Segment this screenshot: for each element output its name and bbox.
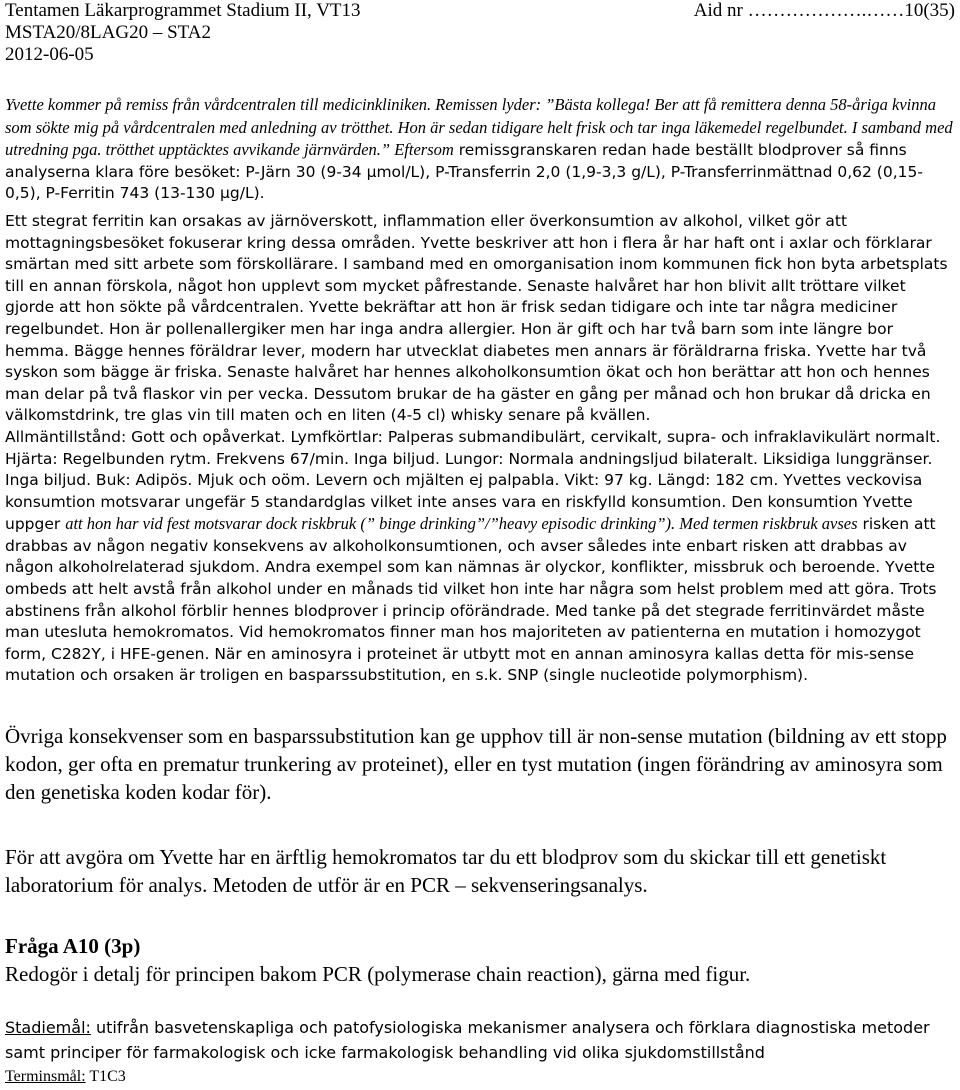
mutation-paragraph: Övriga konsekvenser som en basparssubstitution kan ge upphov till är non-sense mutation (bildning av ett stopp kodon, ger ofta en prematur trunkering av proteinet), eller en tyst mutation (ingen förändring av aminosyra som den genetiska koden kodar för). [5,724,947,804]
case-paragraph-1 [5,94,955,205]
learning-objectives [5,1016,960,1089]
question-block [5,932,955,988]
page-header [5,0,955,66]
terminsmal-label: Terminsmål: [5,1068,86,1085]
header-row-1 [5,0,955,22]
pcr-paragraph: För att avgöra om Yvette har en ärftlig hemokromatos tar du ett blodprov som du skickar till ett genetiskt laboratorium för analys. Metoden de utför är en PCR – sekvenseringsanalys. [5,845,887,897]
exam-title: Tentamen Läkarprogrammet Stadium II, VT13 [5,0,361,21]
question-text: Redogör i detalj för principen bakom PCR (polymerase chain reaction), gärna med figur. [5,962,751,986]
referral-text: Yvette kommer på remiss från vårdcentralen till medicinkliniken. Remissen lyder: ”Bästa kollega! Ber att få remittera denna 58-åriga kvinna som sökte mig på vårdcentralen med anledning av trötthet. Hon är sedan tidigare helt frisk och tar inga läkemedel regelbundet. I samband med utredning pga. trötthet upptäcktes avvikande järnvärden.” Eftersom [5,95,953,160]
exam-findings-text: Allmäntillstånd: Gott och opåverkat. Lymfkörtlar: Palperas submandibulärt, cervikalt, supra- och infraklavikulärt normalt. Hjärta: Regelbunden rytm. Frekvens 67/min. Inga biljud. Lungor: Normala andningsljud bilateralt. Liksidiga lunggränser. Inga biljud. Buk: Adipös. Mjuk och oöm. Levern och mjälten ej palpabla. Vikt: 97 kg. Längd: 182 cm. Yvettes veckovisa konsumtion motsvarar ungefär 5 standardglas vilket inte anses vara en riskfylld konsumtion. Den konsumtion Yvette uppger [5,427,941,534]
question-title: Fråga A10 (3p) [5,934,141,958]
stadiemal-label: Stadiemål: [5,1018,91,1037]
case-paragraph-3 [5,427,955,687]
hemochromatosis-text: risken att drabbas av någon negativ konsekvens av alkoholkonsumtionen, och avser således inte enbart risken att drabbas av någon alkoholrelaterad sjukdom. Andra exempel som kan nämnas är olyckor, konflikter, missbruk och beroende. Yvette ombeds att helt avstå från alkohol under en månads tid vilket hon inte har några som helst problem med att göra. Trots abstinens från alkohol förblir hennes blodprover i princip oförändrade. Med tanke på det stegrade ferritinvärdet måste man utesluta hemokromatos. Vid hemokromatos finner man hos majoriteten av patienterna en mutation i homozygot form, C282Y, i HFE-genen. När en aminosyra i proteinet är utbytt mot en annan aminosyra kallas detta för mis-sense mutation och orsaken är troligen en basparssubstitution, en s.k. SNP (single nucleotide polymorphism). [5,515,937,685]
exam-date: 2012-06-05 [5,44,94,65]
case-paragraph-2 [5,211,955,427]
terminsmal-text: T1C3 [85,1068,126,1085]
history-text: Ett stegrat ferritin kan orsakas av järnöverskott, inflammation eller överkonsumtion av alkohol, vilket gör att mottagningsbesöket fokuserar kring dessa områden. Yvette beskriver att hon i flera år har haft ont i axlar och förklarar smärtan med sitt arbete som förskollärare. I samband med en omorganisation inom kommunen fick hon byta arbetsplats till en annan förskola, något hon upplevt som mycket påfrestande. Senaste halvåret har hon blivit allt tröttare vilket gjorde att hon sökte på vårdcentralen. Yvette bekräftar att hon är frisk sedan tidigare och inte tar några mediciner regelbundet. Hon är pollenallergiker men har inga andra allergier. Hon är gift och har två barn som inte längre bor hemma. Bägge hennes föräldrar lever, modern har utvecklat diabetes men annars är föräldrarna friska. Yvette har två syskon som bägge är friska. Senaste halvåret har hennes alkoholkonsumtion ökat och hon berättar att hon och hennes man delar på två flaskor vin per vecka. Dessutom brukar de ha gäster en gång per månad och hon brukar då dricka en välkomstdrink, tre glas vin till maten och en liten (4-5 cl) whisky senare på kvällen. [5,211,948,425]
course-code: MSTA20/8LAG20 – STA2 [5,22,211,43]
aid-number: Aid nr ……………….……10(35) [693,0,955,21]
binge-text: att hon har vid fest motsvarar dock riskbruk (” binge drinking”/”heavy episodic drinking”). Med termen riskbruk avses [65,514,858,534]
case-text [5,94,955,687]
stadiemal-text: utifrån basvetenskapliga och patofysiologiska mekanismer analysera och förklara diagnostiska metoder samt principer för farmakologisk och icke farmakologisk behandling vid olika sjukdomstillstånd [5,1018,930,1062]
lab-results-text: remissgranskaren redan hade beställt blodprover så finns analyserna klara före besöket: P-Järn 30 (9-34 µmol/L), P-Transferrin 2,0 (1,9-3,3 g/L), P-Transferrinmättnad 0,62 (0,15-0,5), P-Ferritin 743 (13-130 µg/L). [5,141,923,203]
